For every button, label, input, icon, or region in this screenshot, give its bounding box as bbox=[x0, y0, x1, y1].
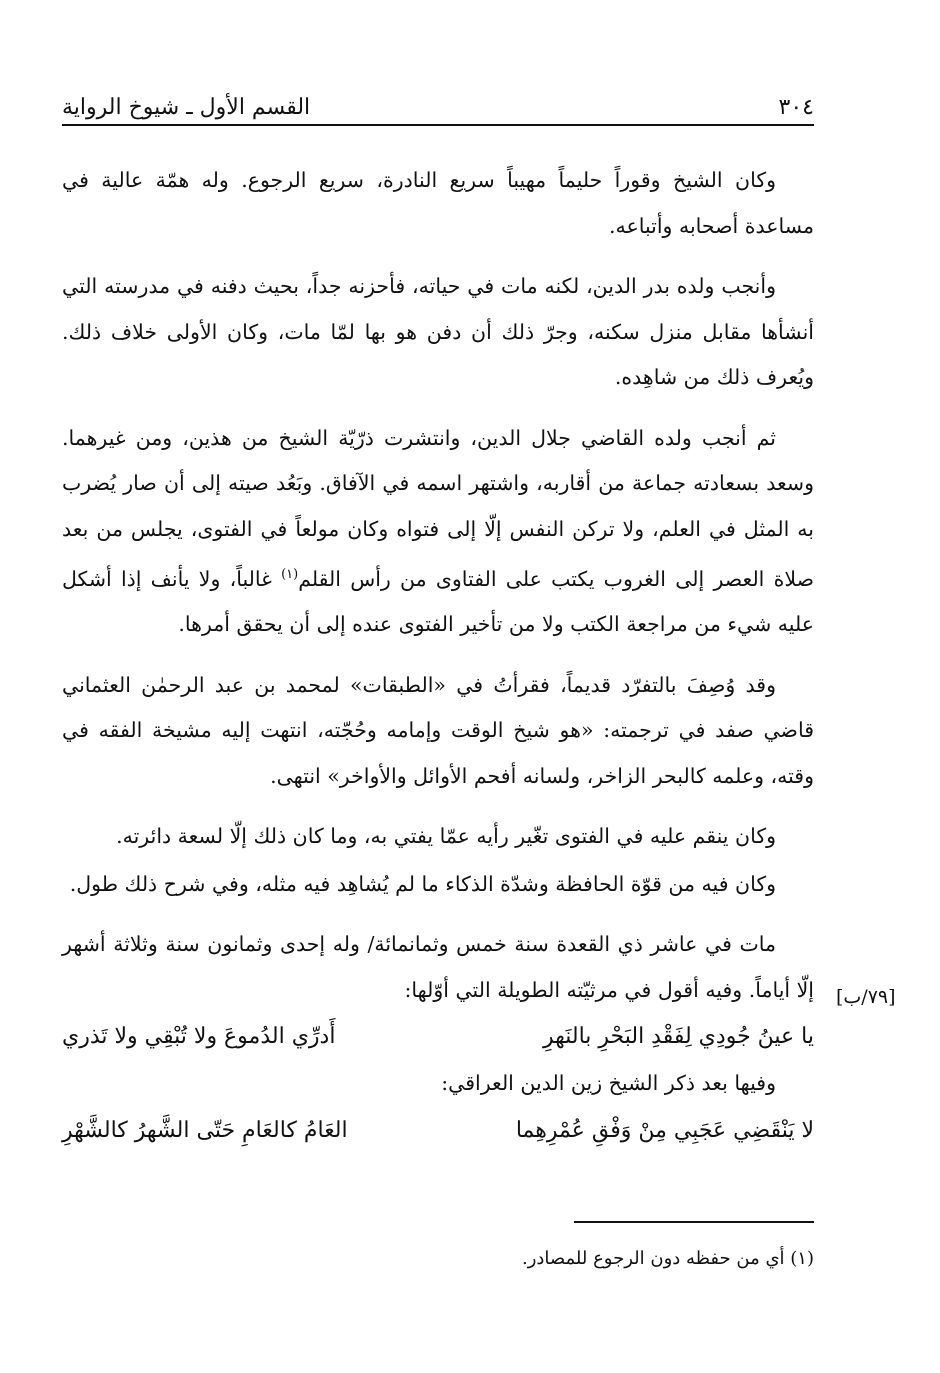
main-text bbox=[62, 158, 814, 1155]
poem-verse bbox=[62, 1109, 814, 1153]
paragraph: وأنجب ولده بدر الدين، لكنه مات في حياته، فأحزنه جداً، بحيث دفنه في مدرسته التي أنشأها مقابل منزل سكنه، وجرّ ذلك أن دفن هو بها لمّا مات، وكان الأولى خلاف ذلك. ويُعرف ذلك من شاهِده. bbox=[62, 274, 814, 389]
footnote-marker: (١) bbox=[281, 567, 299, 582]
paragraph: وكان الشيخ وقوراً حليماً مهيباً سريع النادرة، سريع الرجوع. وله همّة عالية في مساعدة أصحابه وأتباعه. bbox=[62, 168, 814, 238]
page-number: ٣٠٤ bbox=[778, 95, 814, 120]
verse-second-hemistich: أَدرِّي الدُموعَ ولا تُبْقِي ولا تَذري bbox=[62, 1024, 336, 1050]
paragraph: وكان ينقم عليه في الفتوى تغّير رأيه عمّا يفتي به، وما كان ذلك إلّا لسعة دائرته. bbox=[116, 824, 776, 849]
verse-first-hemistich: لا يَنْقَضِي عَجَبِي مِنْ وَفْقِ عُمْرِهِما bbox=[515, 1117, 814, 1143]
footnote: (١) أي من حفظه دون الرجوع للمصادر. bbox=[521, 1248, 814, 1269]
page-header bbox=[62, 80, 814, 120]
margin-folio-note: [٧٩/ب] bbox=[836, 986, 896, 1008]
paragraph: مات في عاشر ذي القعدة سنة خمس وثمانمائة/ وله إحدى وثمانون سنة وثلاثة أشهر إلّا أياماً. وفيه أقول في مرثيّته الطويلة التي أوّلها: bbox=[62, 932, 814, 1002]
paragraph-text: غالباً، ولا يأنف إذا أشكل عليه شيء من مراجعة الكتب ولا من تأخير الفتوى عنده إلى أن يحقق أمرها. bbox=[62, 566, 814, 637]
verse-second-hemistich: العَامُ كالعَامِ حَتّى الشَّهرُ كالشَّهْرِ bbox=[62, 1117, 348, 1143]
paragraph: وفيها بعد ذكر الشيخ زين الدين العراقي: bbox=[441, 1071, 776, 1096]
footnote-divider bbox=[574, 1221, 814, 1223]
paragraph: وقد وُصِفَ بالتفرّد قديماً، فقرأتُ في «الطبقات» لمحمد بن عبد الرحمٰن العثماني قاضي صفد في ترجمته: «هو شيخ الوقت وإمامه وحُجّته، انتهت إليه مشيخة الفقه في وقته، وعلمه كالبحر الزاخر، ولسانه أفحم الأوائل والأواخر» انتهى. bbox=[62, 672, 814, 788]
paragraph: وكان فيه من قوّة الحافظة وشدّة الذكاء ما لم يُشاهِد فيه مثله، وفي شرح ذلك طول. bbox=[69, 871, 776, 896]
paragraph bbox=[62, 416, 814, 648]
verse-first-hemistich: يا عينُ جُودِي لِفَقْدِ البَحْرِ بالنَهرِ bbox=[542, 1024, 814, 1050]
header-divider bbox=[62, 124, 814, 126]
poem-verse bbox=[62, 1015, 814, 1059]
running-title: القسم الأول ـ شيوخ الرواية bbox=[62, 95, 311, 120]
paragraph-text: ثم أنجب ولده القاضي جلال الدين، وانتشرت ذرّيّة الشيخ من هذين، ومن غيرهما. وسعد بسعادته جماعة من أقاربه، واشتهر اسمه في الآفاق. وبَعُد صيته إلى أن صار يُضرب به المثل في العلم، ولا تركن النفس إلّا إلى فتواه وكان مولعاً في الفتوى، يجلس من بعد صلاة العصر إلى الغروب يكتب على الفتاوى من رأس القلم bbox=[62, 425, 814, 591]
